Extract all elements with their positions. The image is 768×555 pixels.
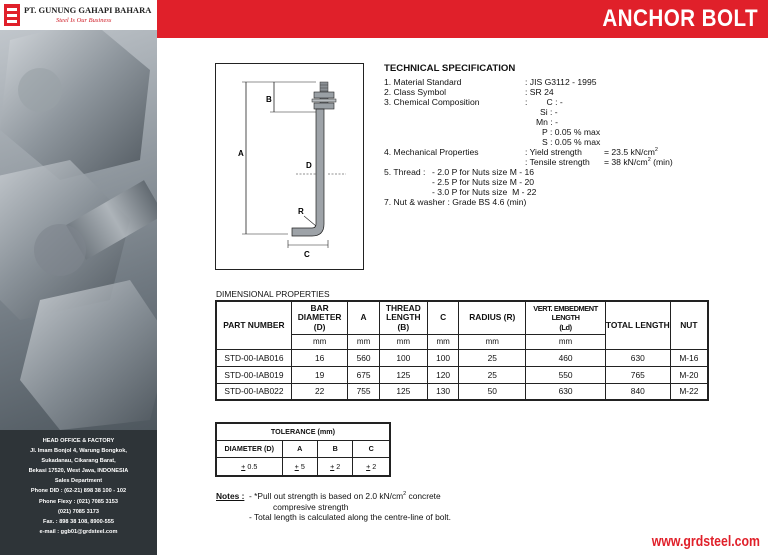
office-line: Fax. : 898 38 108, 8900-555 [43,518,114,525]
tolerance-value-row [216,457,390,476]
spec-title: TECHNICAL SPECIFICATION [384,63,516,74]
spec-row-p [384,127,754,137]
spec-row-thread-3 [384,187,754,197]
spec-label: 2. Class Symbol [384,87,447,97]
col-a: A [348,301,379,334]
label-a: A [238,149,244,158]
superscript: 2 [654,147,658,153]
spec-value: : JIS G3112 - 1995 [525,77,597,87]
tolerance-header: C [353,440,390,457]
spec-row-nut [384,197,754,207]
tolerance-number: 2 [334,461,341,471]
unit-cell: mm [526,334,606,349]
tolerance-title: TOLERANCE (mm) [216,423,390,440]
office-line: Phone DID : (62-21) 898 38 100 - 102 [30,488,127,495]
table-cell: 25 [459,349,526,366]
table-cell: 460 [526,349,606,366]
dimensional-caption: DIMENSIONAL PROPERTIES [216,289,330,299]
spec-row-si [384,107,754,117]
spec-value: - 2.5 P for Nuts size M - 20 [432,177,535,187]
tolerance-header: A [282,440,317,457]
table-row [216,383,708,400]
spec-row-thread-2 [384,177,754,187]
tensile-value: = 38 kN/cm [604,157,648,167]
spec-value: P : 0.05 % max [542,127,601,137]
tolerance-value [353,457,390,476]
plus-minus: + [294,461,299,471]
table-cell: 19 [291,366,348,383]
spec-label: 1. Material Standard [384,77,462,87]
website-link[interactable]: www.grdsteel.com [651,533,760,550]
plus-minus: + [330,461,335,471]
company-logo [4,4,20,26]
superscript: 2 [403,491,407,497]
spec-value: Si : - [540,107,558,117]
note-line [216,491,451,502]
unit-cell: mm [348,334,379,349]
unit-cell: mm [379,334,427,349]
unit-cell: mm [427,334,458,349]
label-d: D [306,161,312,170]
technical-specification [384,63,754,207]
notes-label: Notes : [216,491,245,501]
table-cell: 50 [459,383,526,400]
table-cell: STD-00-IAB016 [216,349,291,366]
spec-row-s [384,137,754,147]
spec-row-class [384,87,754,97]
plus-minus: + [241,461,246,471]
office-line: HEAD OFFICE & FACTORY [42,438,115,444]
table-cell: 16 [291,349,348,366]
office-line: Phone Flexy : (021) 7085 3153 [39,498,118,505]
table-cell: 550 [526,366,606,383]
tolerance-header: B [317,440,352,457]
spec-row-tensile [384,157,754,167]
bolt-drawing [216,64,363,269]
spec-value: - 2.0 P for Nuts size M - 16 [432,167,535,177]
office-contact-block [0,430,157,555]
table-cell: 675 [348,366,379,383]
table-cell: 25 [459,366,526,383]
spec-row-mn [384,117,754,127]
tolerance-value [317,457,352,476]
tolerance-number: 5 [298,461,305,471]
table-cell: 840 [605,383,670,400]
spec-value: : C : - [525,97,563,107]
col-radius: RADIUS (R) [459,301,526,334]
office-line: Jl. Imam Bonjol 4, Warung Bongkok, [30,448,127,455]
table-cell: 100 [379,349,427,366]
left-panel [0,0,157,555]
col-bar: BAR DIAMETER (D) [291,301,348,334]
dimensional-table [215,300,709,401]
spec-value [604,147,658,157]
unit-cell: mm [291,334,348,349]
tensile-suffix: (min) [650,157,673,167]
spec-label: 4. Mechanical Properties [384,147,479,157]
label-r: R [298,207,304,216]
office-line: (021) 7085 3173 [57,508,100,515]
label-b: B [266,95,272,104]
company-header [0,0,157,30]
spec-label: 7. Nut & washer : Grade BS 4.6 (min) [384,197,527,207]
table-cell: 125 [379,366,427,383]
note-text: concrete [406,491,441,501]
table-cell: 125 [379,383,427,400]
table-cell: M-22 [670,383,708,400]
spec-label: 5. Thread : [384,167,426,177]
label-c: C [304,250,310,259]
table-cell: M-16 [670,349,708,366]
superscript: 2 [647,157,651,163]
col-total: TOTAL LENGTH [605,301,670,349]
col-nut: NUT [670,301,708,349]
tolerance-header: DIAMETER (D) [216,440,282,457]
table-cell: M-20 [670,366,708,383]
company-tagline: Steel Is Our Business [56,17,112,24]
tolerance-header-row [216,440,390,457]
col-c: C [427,301,458,334]
note-line: compresive strength [273,501,349,512]
note-line: - Total length is calculated along the centre-line of bolt. [249,512,451,522]
embed-line: LENGTH [551,313,580,322]
spec-row-mechanical [384,147,754,157]
spec-value: S : 0.05 % max [542,137,601,147]
bolt-photo [0,0,157,430]
table-cell: 630 [526,383,606,400]
office-line: Sales Department [54,478,103,485]
table-cell: 765 [605,366,670,383]
note-text: - *Pull out strength is based on 2.0 kN/cm [244,491,404,501]
table-cell: 130 [427,383,458,400]
table-cell: 100 [427,349,458,366]
tolerance-value [282,457,317,476]
col-part: PART NUMBER [216,301,291,349]
office-line: Sukadanau, Cikarang Barat, [41,458,116,465]
spec-label: 3. Chemical Composition [384,97,480,107]
office-line: Bekasi 17520, West Java, INDONESIA [28,468,129,475]
col-thread: THREAD LENGTH (B) [379,301,427,334]
spec-value: - 3.0 P for Nuts size M - 22 [432,187,537,197]
tolerance-number: 0.5 [245,461,258,471]
spec-value: Mn : - [536,117,558,127]
tolerance-number: 2 [370,461,377,471]
table-cell: 22 [291,383,348,400]
title-bar [157,0,768,38]
spec-row-thread [384,167,754,177]
office-line: e-mail : ggb01@grdsteel.com [39,528,118,535]
table-cell: STD-00-IAB022 [216,383,291,400]
tolerance-value [216,457,282,476]
spec-value: : SR 24 [525,87,554,97]
table-cell: 560 [348,349,379,366]
notes [216,491,451,523]
spec-value [604,157,673,167]
plus-minus: + [366,461,371,471]
embed-line: (Ld) [559,322,572,332]
spec-row-material [384,77,754,87]
spec-value: : Yield strength [525,147,582,157]
spec-value: : Tensile strength [525,157,590,167]
table-cell: 120 [427,366,458,383]
table-row [216,366,708,383]
table-row [216,349,708,366]
company-name: PT. GUNUNG GAHAPI BAHARA [24,5,152,15]
embed-line: VERT. EMBEDMENT [533,303,598,313]
anchor-bolt-diagram [215,63,364,270]
header-row [216,301,708,334]
tolerance-title-row [216,423,390,440]
table-cell: STD-00-IAB019 [216,366,291,383]
product-title: ANCHOR BOLT [602,5,758,32]
spec-row-chemical [384,97,754,107]
col-embedment [526,301,606,334]
table-cell: 755 [348,383,379,400]
tolerance-table [215,422,391,477]
yield-value: = 23.5 kN/cm [604,147,655,157]
table-cell: 630 [605,349,670,366]
unit-cell: mm [459,334,526,349]
